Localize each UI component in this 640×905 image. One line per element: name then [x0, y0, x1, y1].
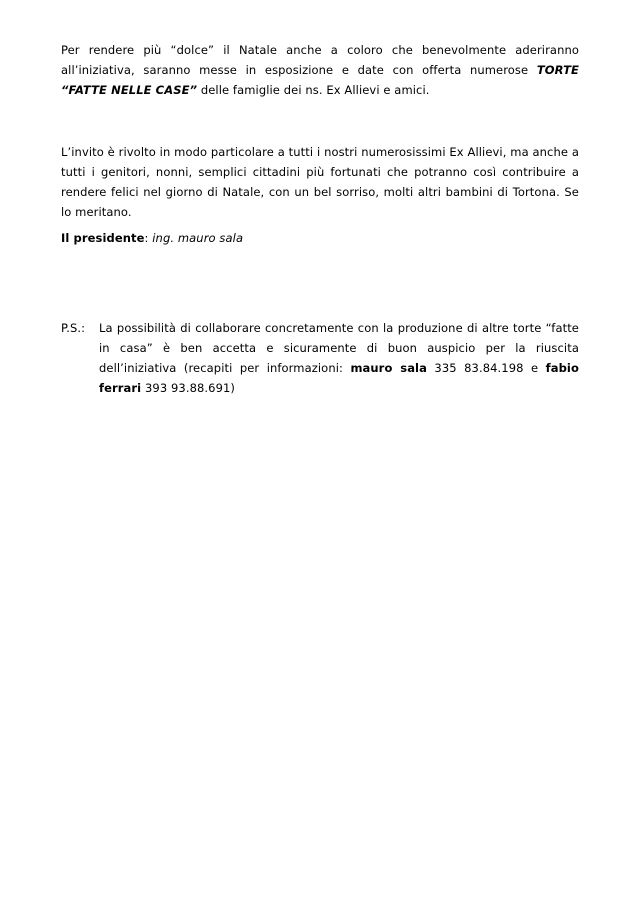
contact-phone-fabio: 393 93.88.691) — [141, 381, 236, 395]
signature-role: Il presidente — [61, 231, 145, 245]
contact-name-mauro: mauro sala — [350, 361, 427, 375]
signature — [61, 228, 579, 248]
postscript-text: La possibilità di collaborare concretamente con la produzione di altre torte “fatte in casa” è ben accetta e sicuramente di buon auspicio per la riuscita dell’iniziativa (recapiti per informazioni: — [99, 321, 579, 375]
contact-joiner: e — [531, 361, 546, 375]
postscript-label: P.S.: — [61, 321, 86, 335]
intro-text: Per rendere più “dolce” il Natale anche a coloro che benevolmente aderiranno all’iniziativa, saranno messe in esposizione e date con offerta numerose — [61, 43, 579, 77]
contact-name-fabio: fabio ferrari — [99, 361, 579, 395]
intro-text-end: delle famiglie dei ns. Ex Allievi e amici. — [197, 83, 430, 97]
invito-paragraph: L’invito è rivolto in modo particolare a tutti i nostri numerosissimi Ex Allievi, ma anche a tutti i genitori, nonni, semplici cittadini più fortunati che potranno così contribuire a rendere felici nel giorno di Natale, con un bel sorriso, molti altri bambini di Tortona. Se lo meritano. — [61, 145, 579, 219]
torte-highlight: TORTE “FATTE NELLE CASE” — [61, 63, 579, 97]
document-page — [61, 40, 579, 398]
intro-paragraph — [61, 40, 579, 100]
signature-name: ing. mauro sala — [152, 231, 244, 245]
contact-phone-mauro: 335 83.84.198 — [426, 361, 531, 375]
postscript-body — [99, 318, 579, 398]
signature-separator: : — [144, 231, 153, 245]
postscript — [61, 318, 579, 398]
